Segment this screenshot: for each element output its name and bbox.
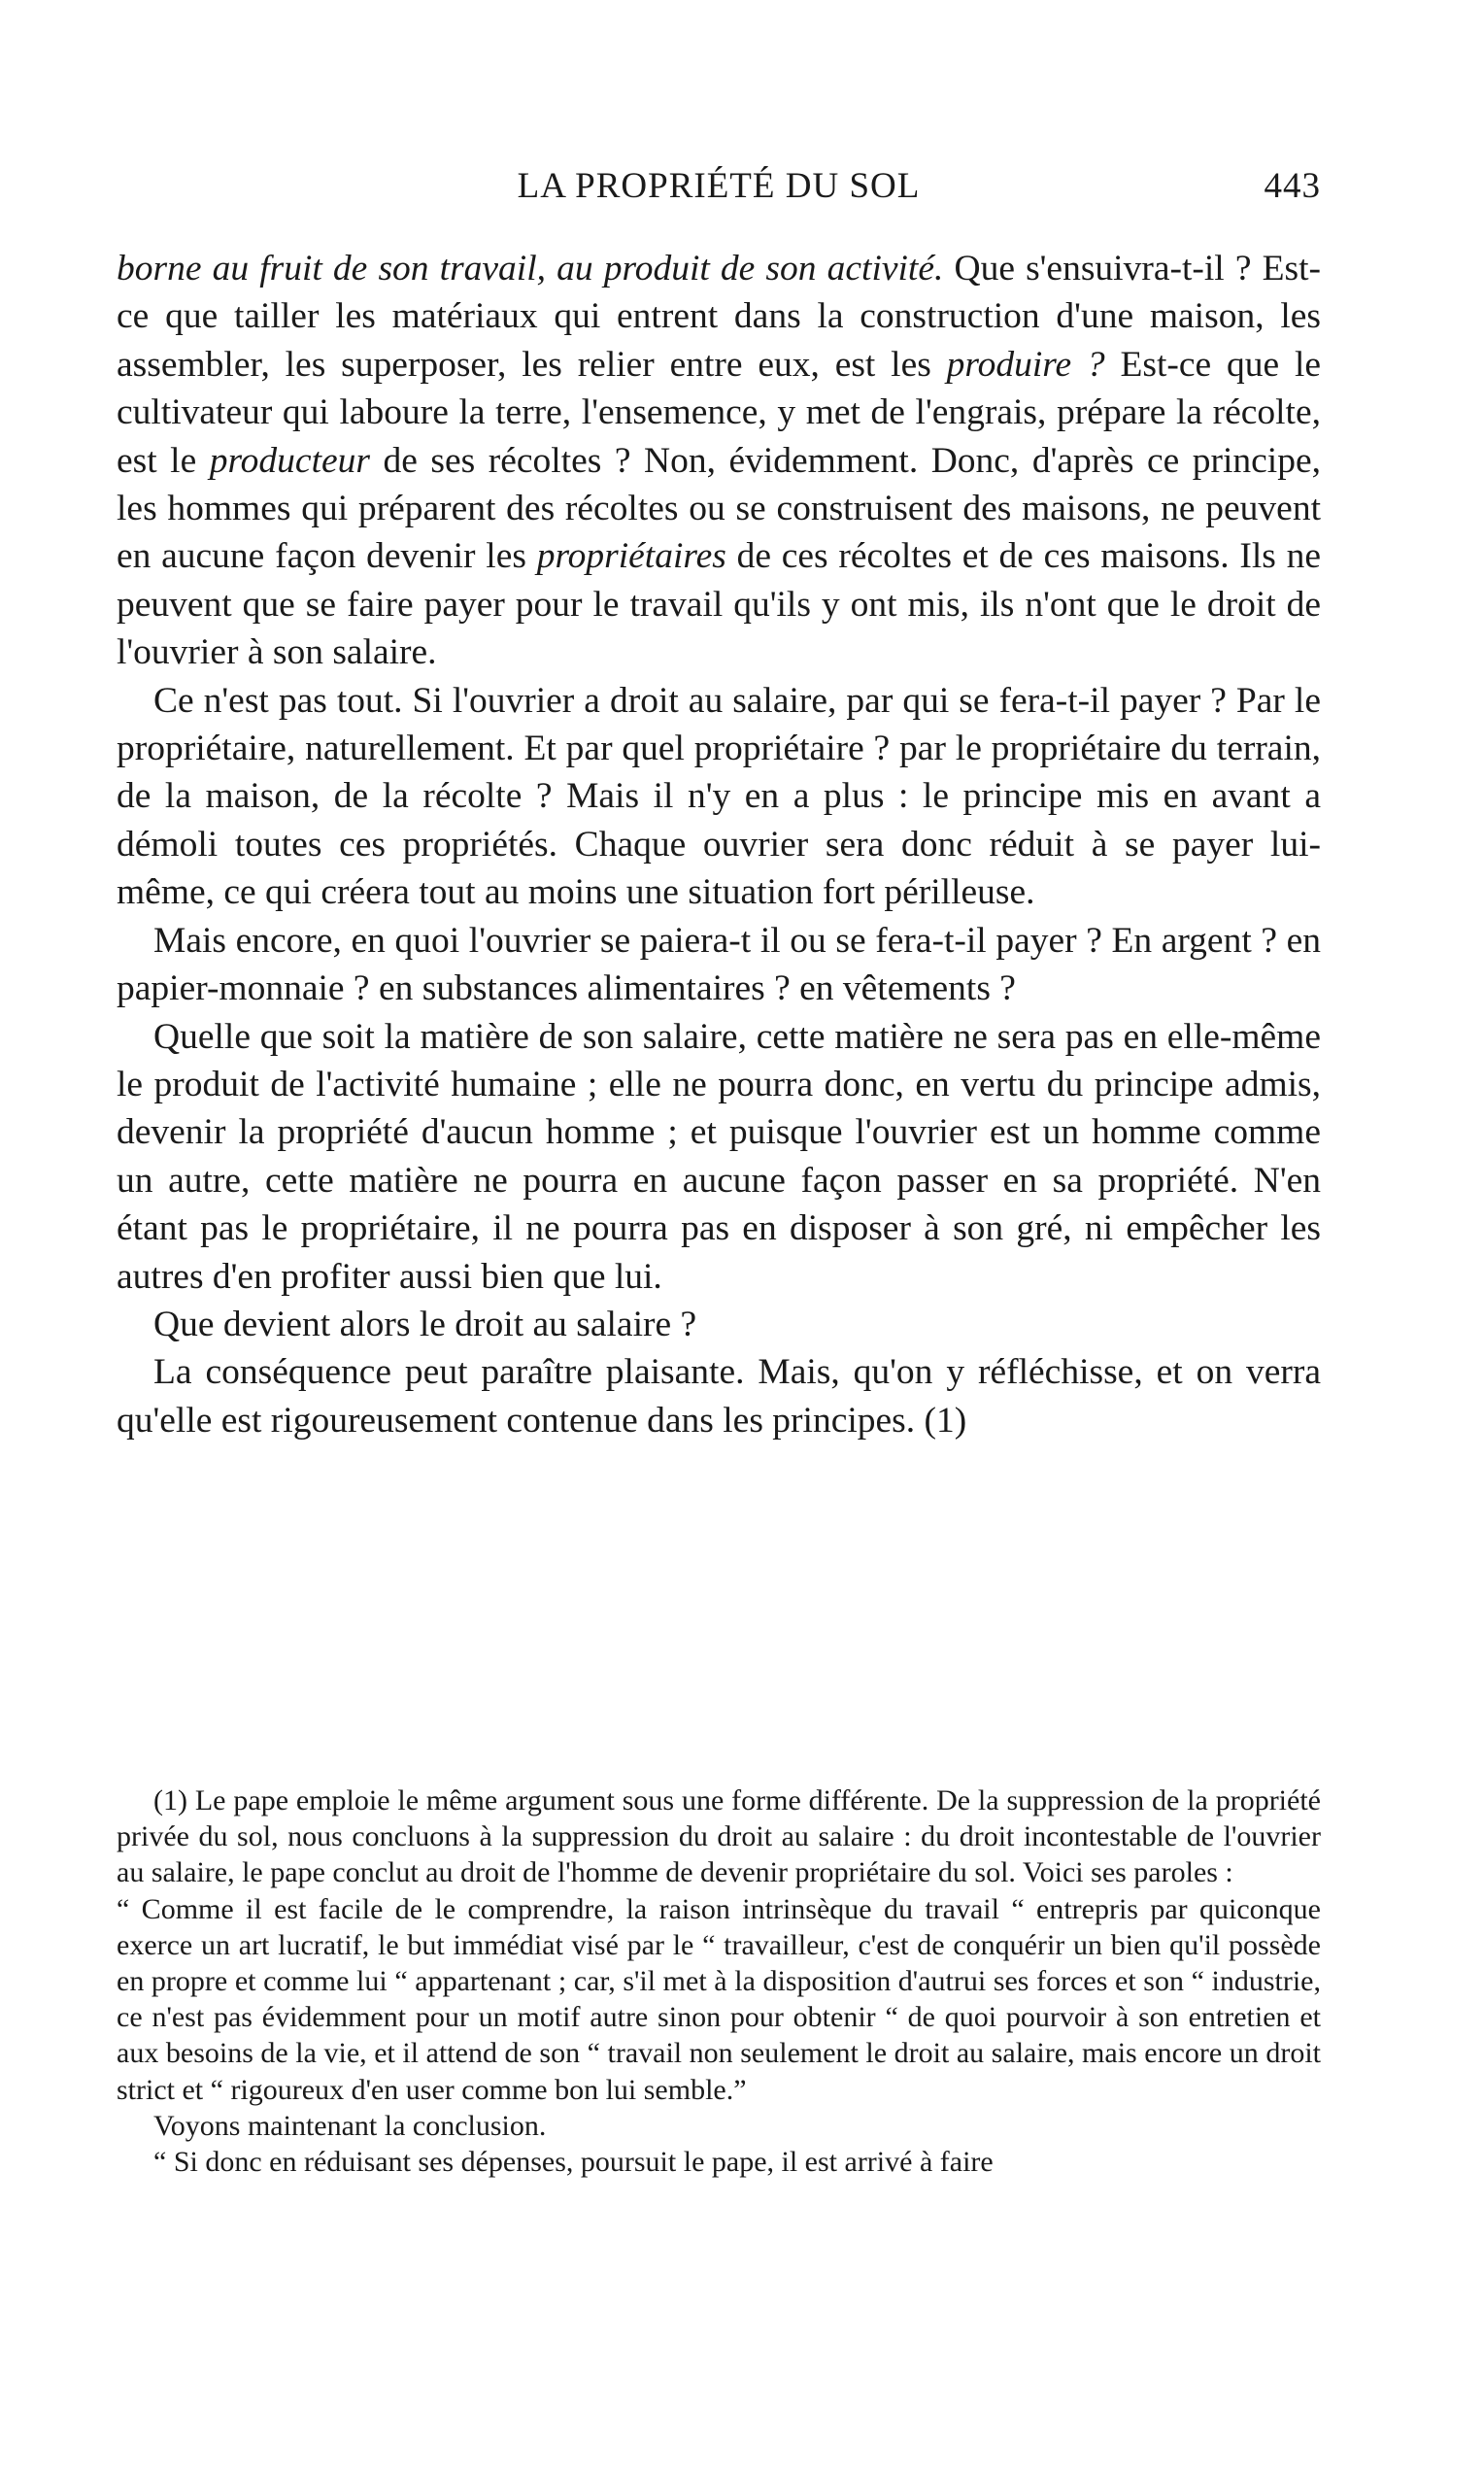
paragraph-2: Ce n'est pas tout. Si l'ouvrier a droit au salaire, par qui se fera-t-il payer ? Par le propriétaire, naturellement. Et par quel propriétaire ? par le propriétaire du terrain, de la maison, de la récolte ? Mais il n'y en a plus : le principe mis en avant a démoli toutes ces propriétés. Chaque ouvrier sera donc réduit à se payer lui-même, ce qui créera tout au moins une situation fort périlleuse. (117, 680, 1321, 913)
italic-word: producteur (209, 440, 370, 481)
text-run: de ces récoltes et de ces maisons. Ils ne peuvent que se faire payer pour le travail qu'ils y ont mis, ils n'ont que le droit de l'ouvrier à son salaire. (117, 536, 1321, 673)
paragraph-1 (117, 245, 1321, 677)
footnote-paragraph-1: (1) Le pape emploie le même argument sous une forme différente. De la suppression de la propriété privée du sol, nous concluons à la suppression du droit au salaire : du droit incontestable de l'ouvrier au salaire, le pape conclut au droit de l'homme de devenir propriétaire du sol. Voici ses paroles : (117, 1784, 1321, 1889)
main-text (117, 245, 1321, 1444)
book-page (117, 165, 1322, 2179)
italic-word: produire ? (946, 344, 1105, 385)
italic-phrase: borne au fruit de son travail, au produit de son activité. (117, 249, 944, 288)
footnote (117, 1782, 1321, 2180)
italic-word: propriétaires (536, 536, 726, 577)
text-run: de ses récoltes ? Non, évidemment. Donc, d'après ce principe, les hommes qui préparent des récoltes ou se construisent des maisons, ne peuvent en aucune façon devenir les (117, 440, 1321, 577)
paragraph-4: Quelle que soit la matière de son salaire, cette matière ne sera pas en elle-même le produit de l'activité humaine ; elle ne pourra donc, en vertu du principe admis, devenir la propriété d'aucun homme ; et puisque l'ouvrier est un homme comme un autre, cette matière ne pourra en aucune façon passer en sa propriété. N'en étant pas le propriétaire, il ne pourra pas en disposer à son gré, ni empêcher les autres d'en profiter aussi bien que lui. (117, 1016, 1321, 1297)
footnote-paragraph-2: Voyons maintenant la conclusion. (153, 2109, 547, 2142)
footnote-paragraph-3: “ Si donc en réduisant ses dépenses, poursuit le pape, il est arrivé à faire (153, 2146, 994, 2179)
text-run: Que s'ensuivra-t-il ? Est-ce que tailler les matériaux qui entrent dans la construction d'une maison, les assembler, les superposer, les relier entre eux, est les (117, 249, 1321, 385)
running-head (117, 165, 1321, 216)
paragraph-6: La conséquence peut paraître plaisante. Mais, qu'on y réfléchisse, et on verra qu'elle est rigoureusement contenue dans les principes. (1) (117, 1352, 1321, 1441)
footnote-quote: “ Comme il est facile de le comprendre, la raison intrinsèque du travail “ entrepris par quiconque exerce un art lucratif, le but immédiat visé par le “ travailleur, c'est de conquérir un bien qu'il possède en propre et comme lui “ appartenant ; car, s'il met à la disposition d'autrui ses forces et son “ industrie, ce n'est pas évidemment pour un motif autre sinon pour obtenir “ de quoi pourvoir à son entretien et aux besoins de la vie, et il attend de son “ travail non seulement le droit au salaire, mais encore un droit strict et “ rigoureux d'en user comme bon lui semble.” (117, 1892, 1321, 2106)
paragraph-5: Que devient alors le droit au salaire ? (153, 1304, 697, 1344)
page-number: 443 (1264, 166, 1321, 206)
page-title: LA PROPRIÉTÉ DU SOL (517, 166, 921, 206)
paragraph-3: Mais encore, en quoi l'ouvrier se paiera-t il ou se fera-t-il payer ? En argent ? en papier-monnaie ? en substances alimentaires ? en vêtements ? (117, 920, 1321, 1009)
text-run: Est-ce que le cultivateur qui laboure la terre, l'ensemence, y met de l'engrais, prépare la récolte, est le (117, 344, 1322, 481)
